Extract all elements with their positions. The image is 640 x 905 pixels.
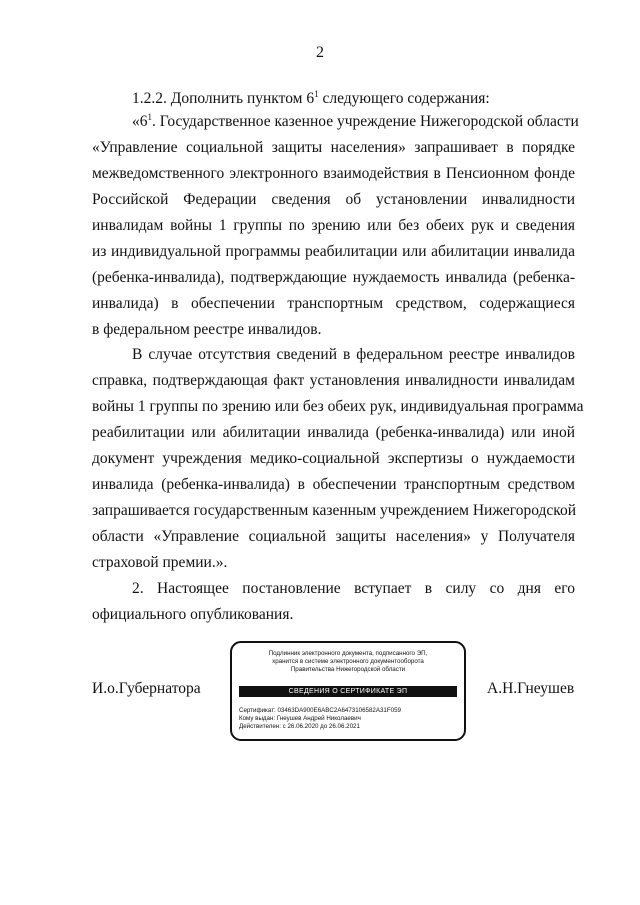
signer-name: А.Н.Гнеушев <box>487 680 575 697</box>
stamp-owner-row: Кому выдан: Гнеушев Андрей Николаевич <box>239 715 361 722</box>
paragraph-line: запрашивается государственным казенным учреждением Нижегородской <box>92 502 577 519</box>
stamp-header-line: хранится в системе электронного документооборота <box>272 658 424 665</box>
paragraph-line: области «Управление социальной защиты населения» у Получателя <box>92 528 575 545</box>
paragraph-line: В случае отсутствия сведений в федеральном реестре инвалидов <box>132 346 575 363</box>
paragraph-line: 1.2.2. Дополнить пунктом $6^1$ следующего содержания: <box>132 89 490 107</box>
paragraph-line: инвалида) в обеспечении транспортным средством, содержащиеся <box>92 295 575 312</box>
paragraph-line: инвалидам войны 1 группы по зрению или без обеих рук и сведения <box>92 217 575 234</box>
paragraph-line: 2. Настоящее постановление вступает в силу со дня его <box>132 580 575 597</box>
paragraph-line: реабилитации или абилитации инвалида (ребенка-инвалида) или иной <box>92 424 575 441</box>
paragraph-line: страховой премии.». <box>92 554 228 571</box>
paragraph-line: «Управление социальной защиты населения» запрашивает в порядке <box>92 139 575 156</box>
paragraph-line: официального опубликования. <box>92 606 294 623</box>
paragraph-line: в федеральном реестре инвалидов. <box>92 321 322 338</box>
paragraph-line: документ учреждения медико-социальной экспертизы о нуждаемости <box>92 450 575 467</box>
paragraph-line: справка, подтверждающая факт установления инвалидности инвалидам <box>92 372 575 389</box>
stamp-certificate-bar: СВЕДЕНИЯ О СЕРТИФИКАТЕ ЭП <box>239 686 457 697</box>
stamp-certificate-row: Сертификат: 03463DA900E6ABC2A6473106582A31F059 <box>239 707 401 714</box>
paragraph-line: Российской Федерации сведения об установлении инвалидности <box>92 191 575 208</box>
paragraph-line: (ребенка-инвалида), подтверждающие нуждаемость инвалида (ребенка- <box>92 269 575 286</box>
paragraph-line: инвалида (ребенка-инвалида) в обеспечении транспортным средством <box>92 476 575 493</box>
paragraph-line: межведомственного электронного взаимодействия в Пенсионном фонде <box>92 165 575 182</box>
page-number: 2 <box>316 44 324 61</box>
paragraph-line: из индивидуальной программы реабилитации или абилитации инвалида <box>92 243 575 260</box>
paragraph-line: войны 1 группы по зрению или без обеих рук, индивидуальная программа <box>92 398 584 415</box>
stamp-header-line: Правительства Нижегородской области <box>290 666 406 673</box>
stamp-header-line: Подлинник электронного документа, подписанного ЭП, <box>268 650 428 657</box>
paragraph-line: «$6^1$. Государственное казенное учреждение Нижегородской области <box>132 112 579 130</box>
electronic-signature-stamp <box>230 641 466 741</box>
signer-title: И.о.Губернатора <box>92 680 201 697</box>
stamp-validity-row: Действителен: с 26.06.2020 до 26.06.2021 <box>239 723 360 730</box>
